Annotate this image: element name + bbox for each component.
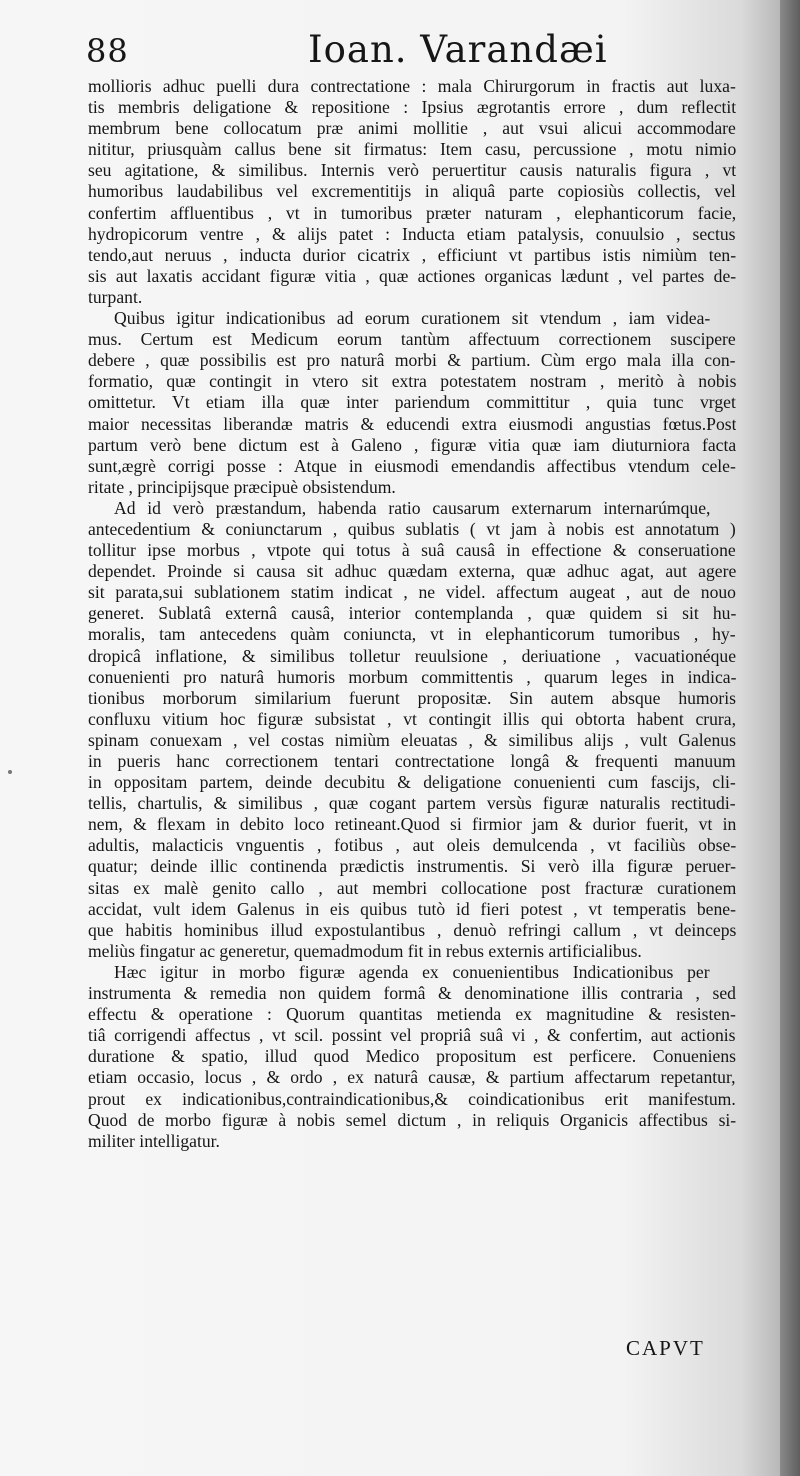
text-line: Quibus igitur indicationibus ad eorum curationem sit vtendum , iam videa- <box>114 308 711 329</box>
text-line: Hæc igitur in morbo figuræ agenda ex conuenientibus Indicationibus per <box>114 961 710 982</box>
text-line: mus. Certum est Medicum eorum tantùm affectuum correctionem suscipere <box>88 329 736 350</box>
text-line: sit parata,sui sublationem statim indicat , ne videl. affectum augeat , aut de nouo <box>88 582 736 603</box>
text-line: omittetur. Vt etiam illa quæ inter pariendum committitur , quia tunc vrget <box>88 392 736 413</box>
ink-speck <box>8 770 12 774</box>
text-line: adultis, malacticis vnguentis , fotibus , aut oleis demulcenda , vt faciliùs obse- <box>88 835 736 856</box>
text-line: tis membris deligatione & repositione : Ipsius ægrotantis errore , dum reflectit <box>88 97 736 118</box>
text-line: ritate , principijsque præcipuè obsistendum. <box>88 476 396 497</box>
text-line: militer intelligatur. <box>88 1130 220 1151</box>
text-line: sunt,ægrè corrigi posse : Atque in eiusmodi emendandis affectibus vtendum cele- <box>88 455 736 476</box>
text-line: tollitur ipse morbus , vtpote qui totus à suâ causâ in effectione & conseruatione <box>88 540 736 561</box>
text-line: humoribus laudabilibus vel excrementitijs in aliquâ parte copiosiùs collectis, vel <box>88 181 736 202</box>
text-line: maior necessitas liberandæ matris & educendi extra eiusmodi angustias fœtus.Post <box>88 413 736 434</box>
text-line: conuenienti pro naturâ humoris morbum committentis , quarum leges in indica- <box>88 666 736 687</box>
text-line: quatur; deinde illic continenda prædictis instrumentis. Si verò illa figuræ peruer- <box>88 856 736 877</box>
text-line: instrumenta & remedia non quidem formâ & denominatione illis contraria , sed <box>88 983 736 1004</box>
text-line: seu agitatione, & similibus. Internis verò peruertitur causis naturalis figura , vt <box>88 160 736 181</box>
text-line: prout ex indicationibus,contraindicationibus,& coindicationibus erit manifestum. <box>88 1088 736 1109</box>
text-line: debere , quæ possibilis est pro naturâ morbi & partium. Cùm ergo mala illa con- <box>88 350 736 371</box>
text-line: in oppositam partem, deinde decubitu & deligatione conuenienti cum fascijs, cli- <box>88 772 736 793</box>
page-edge-shadow <box>780 0 800 1476</box>
page-number: 88 <box>86 32 129 70</box>
text-line: sis aut laxatis accidant figuræ vitia , quæ actiones organicas lædunt , vel partes de- <box>88 265 736 286</box>
text-line: tiâ corrigendi affectus , vt scil. possint vel propriâ suâ vi , & confertim, aut actionis <box>88 1025 736 1046</box>
running-head: Ioan. Varandæi <box>308 28 608 71</box>
text-line: turpant. <box>88 286 143 307</box>
text-line: tendo,aut neruus , inducta durior cicatrix , efficiunt vt partibus istis nimiùm ten- <box>88 244 736 265</box>
text-line: spinam conuexam , vel costas nimiùm eleuatas , & similibus alijs , vult Galenus <box>88 729 736 750</box>
text-line: confertim affluentibus , vt in tumoribus præter naturam , elephanticorum facie, <box>88 202 736 223</box>
body-text <box>88 76 736 1152</box>
text-line: hydropicorum ventre , & alijs patet : Inducta etiam patalysis, conuulsio , sectus <box>88 223 736 244</box>
text-line: mollioris adhuc puelli dura contrectatione : mala Chirurgorum in fractis aut luxa- <box>88 76 736 96</box>
text-line: tionibus morborum similarium fuerunt propositæ. Sin autem absque humoris <box>88 687 736 708</box>
text-line: confluxu vitium hoc figuræ subsistat , vt contingit illis qui obtorta habent crura, <box>88 708 736 729</box>
text-line: accidat, vult idem Galenus in eis quibus tutò id fieri potest , vt temperatis bene- <box>88 898 736 919</box>
text-line: tellis, chartulis, & similibus , quæ cogant partem versùs figuræ naturalis rectitudi- <box>88 793 736 814</box>
text-line: que habitis hominibus illud expostulantibus , denuò refringi callum , vt deinceps <box>88 919 736 940</box>
text-line: in pueris hanc correctionem tentari contrectatione longâ & frequenti manuum <box>88 751 736 771</box>
text-line: generet. Sublatâ externâ causâ, interior contemplanda , quæ quidem si sit hu- <box>88 603 736 624</box>
text-line: membrum bene collocatum præ animi mollitie , aut vsui alicui accommodare <box>88 118 736 139</box>
text-line: formatio, quæ contingit in vtero sit extra potestatem nostram , meritò à nobis <box>88 371 736 392</box>
text-line: meliùs fingatur ac generetur, quemadmodum fit in rebus externis artificialibus. <box>88 940 642 961</box>
text-line: dropicâ inflatione, & similibus tolletur reuulsione , deriuatione , vacuationéque <box>88 645 736 666</box>
text-line: sitas ex malè genito callo , aut membri collocatione post fracturæ curationem <box>88 877 736 898</box>
text-line: effectu & operatione : Quorum quantitas metienda ex magnitudine & resisten- <box>88 1004 736 1025</box>
text-line: duratione & spatio, illud quod Medico propositum est perficere. Conueniens <box>88 1046 736 1067</box>
text-line: Quod de morbo figuræ à nobis semel dictum , in reliquis Organicis affectibus si- <box>88 1109 736 1130</box>
page-header <box>86 26 746 76</box>
text-line: moralis, tam antecedens quàm coniuncta, vt in elephanticorum tumoribus , hy- <box>88 624 736 645</box>
text-line: nem, & flexam in debito loco retineant.Quod si firmior jam & durior fuerit, vt in <box>88 814 736 835</box>
text-line: antecedentium & coniunctarum , quibus sublatis ( vt jam à nobis est annotatum ) <box>88 518 736 539</box>
text-line: Ad id verò præstandum, habenda ratio causarum externarum internarúmque, <box>114 497 711 518</box>
catchword: CAPVT <box>626 1336 705 1360</box>
text-line: dependet. Proinde si causa sit adhuc quædam externa, quæ adhuc agat, aut agere <box>88 561 736 582</box>
text-line: partum verò bene dictum est à Galeno , figuræ vitia quæ iam diuturniora facta <box>88 434 736 455</box>
text-line: etiam occasio, locus , & ordo , ex naturâ causæ, & partium affectarum repetantur, <box>88 1067 736 1088</box>
text-line: nititur, priusquàm callus bene sit firmatus: Item casu, percussione , motu nimio <box>88 139 736 160</box>
